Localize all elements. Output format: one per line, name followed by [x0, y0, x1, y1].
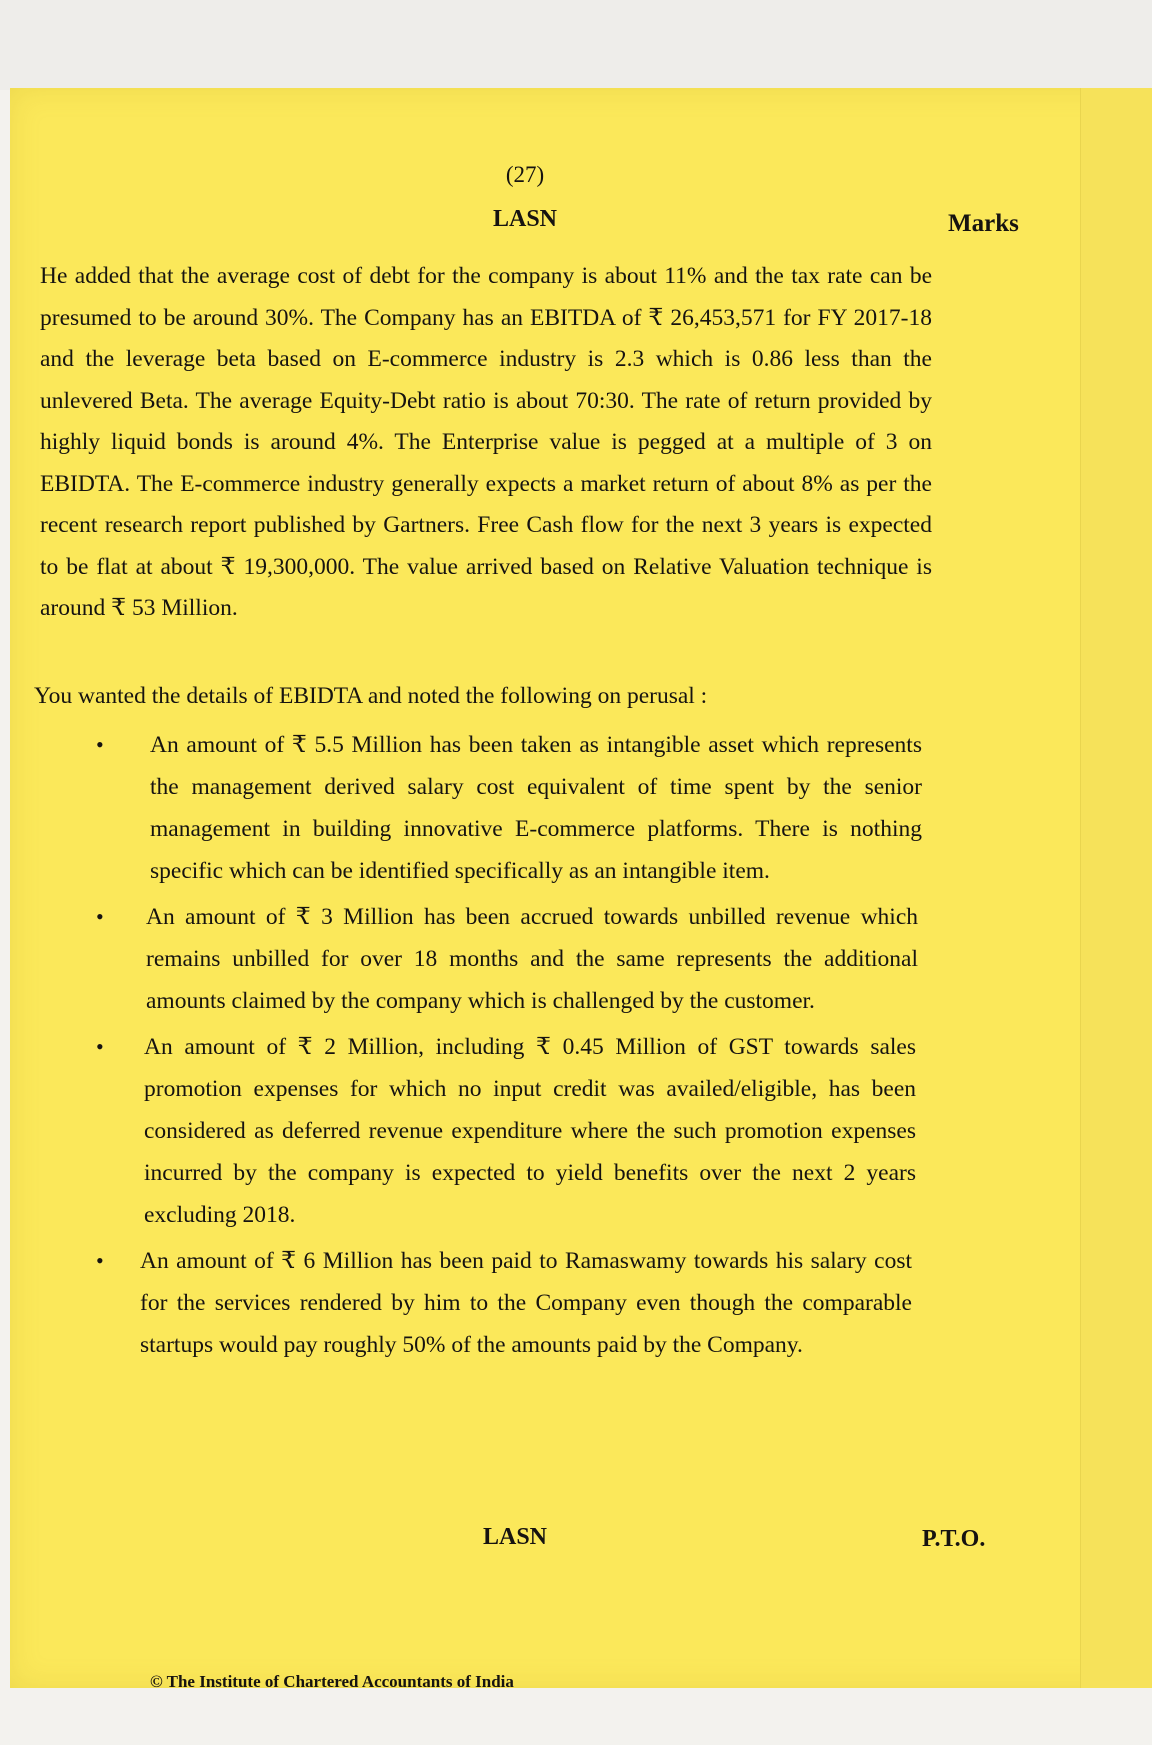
main-paragraph: He added that the average cost of debt for the company is about 11% and the tax rate can be presumed to be around 30%. The Company has an EBITDA of ₹ 26,453,571 for FY 2017-18 and the leverage beta based on E-commerce industry is 2.3 which is 0.86 less than the unlevered Beta. The average Equity-Debt ratio is about 70:30. The rate of return provided by highly liquid bonds is around 4%. The Enterprise value is pegged at a multiple of 3 on EBIDTA. The E-commerce industry generally expects a market return of about 8% as per the recent research report published by Gartners. Free Cash flow for the next 3 years is expected to be flat at about ₹ 19,300,000. The value arrived based on Relative Valuation technique is around ₹ 53 Million. — [40, 263, 932, 621]
header-paper-code: LASN — [492, 206, 558, 232]
pto-label: P.T.O. — [922, 1526, 986, 1552]
page-number: (27) — [505, 162, 545, 187]
ebidta-intro-line: You wanted the details of EBIDTA and noted the following on perusal : — [34, 683, 708, 709]
marks-column-label: Marks — [948, 210, 1019, 237]
page-backdrop — [0, 0, 1152, 90]
list-item — [0, 724, 922, 892]
list-item — [0, 1026, 916, 1236]
bullet-icon: • — [96, 1034, 104, 1059]
bullet-icon: • — [96, 1248, 104, 1273]
copyright-notice: © The Institute of Chartered Accountants of India — [150, 1672, 514, 1691]
list-item — [0, 896, 918, 1022]
bullet-icon: • — [96, 904, 104, 929]
ebidta-details-list — [0, 724, 1152, 1370]
bullet-icon: • — [96, 732, 104, 757]
list-item-text: An amount of ₹ 5.5 Million has been taken as intangible asset which represents the management derived salary cost equivalent of time spent by the senior management in building innovative E-commerce platforms. There is nothing specific which can be identified specifically as an intangible item. — [150, 732, 922, 884]
list-item-text: An amount of ₹ 3 Million has been accrued towards unbilled revenue which remains unbilled for over 18 months and the same represents the additional amounts claimed by the company which is challenged by the customer. — [146, 904, 918, 1014]
list-item — [0, 1240, 912, 1366]
list-item-text: An amount of ₹ 6 Million has been paid to Ramaswamy towards his salary cost for the services rendered by him to the Company even though the comparable startups would pay roughly 50% of the amounts paid by the Company. — [140, 1248, 912, 1358]
list-item-text: An amount of ₹ 2 Million, including ₹ 0.45 Million of GST towards sales promotion expenses for which no input credit was availed/eligible, has been considered as deferred revenue expenditure where the such promotion expenses incurred by the company is expected to yield benefits over the next 2 years excluding 2018. — [144, 1034, 916, 1228]
footer-paper-code: LASN — [482, 1524, 548, 1550]
